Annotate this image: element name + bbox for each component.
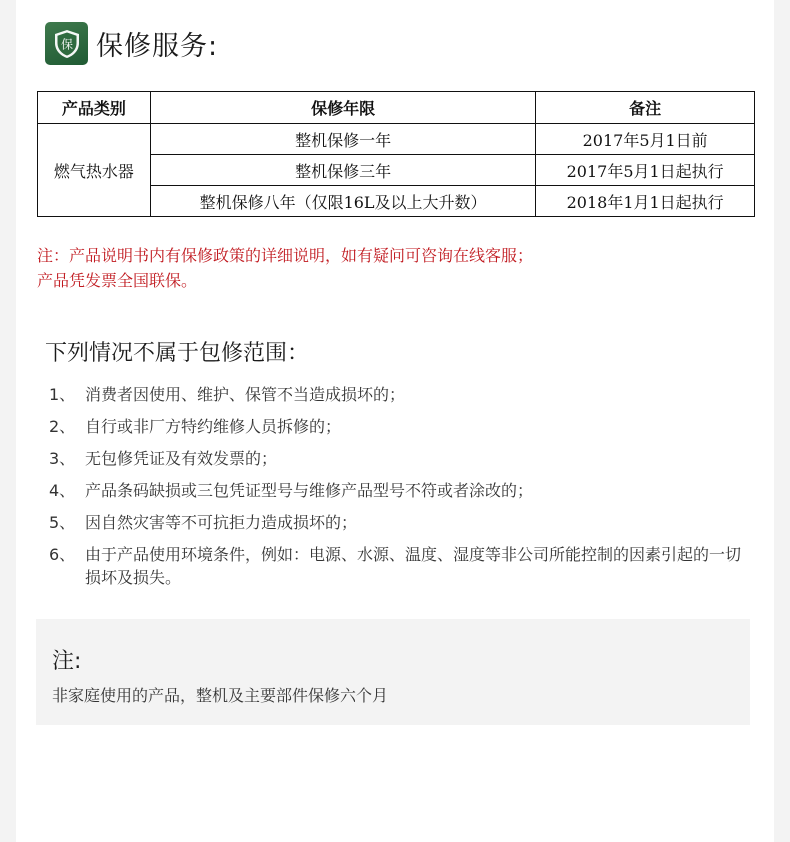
- warranty-table: [37, 91, 755, 217]
- exclusions-title: 下列情况不属于包修范围：: [45, 341, 310, 366]
- exclusions-list: [49, 381, 749, 589]
- note-title: 注:: [52, 649, 82, 674]
- list-item: [49, 381, 749, 413]
- section-header: [45, 22, 218, 65]
- list-item: [49, 509, 749, 541]
- table-row: [38, 124, 755, 155]
- list-item-text: 自行或非厂方特约维修人员拆修的；: [85, 417, 342, 436]
- period-cell: 整机保修三年: [150, 155, 535, 186]
- list-item: [49, 541, 749, 589]
- list-item-text: 由于产品使用环境条件，例如：电源、水源、温度、湿度等非公司所能控制的因素引起的一切损坏及损失。: [85, 545, 742, 587]
- column-header-category: 产品类别: [38, 92, 151, 124]
- red-note-line: 产品凭发票全国联保。: [37, 271, 198, 290]
- remark-cell: 2018年1月1日起执行: [536, 186, 755, 217]
- list-item-text: 因自然灾害等不可抗拒力造成损坏的；: [85, 513, 358, 532]
- category-cell: 燃气热水器: [38, 124, 151, 217]
- remark-cell: 2017年5月1日前: [536, 124, 755, 155]
- red-note: [37, 243, 757, 293]
- list-item-number: 2、: [49, 417, 76, 436]
- column-header-remark: 备注: [536, 92, 755, 124]
- table-header-row: [38, 92, 755, 124]
- list-item: [49, 477, 749, 509]
- remark-cell: 2017年5月1日起执行: [536, 155, 755, 186]
- page-title: 保修服务:: [96, 31, 219, 62]
- red-note-line: 注：产品说明书内有保修政策的详细说明，如有疑问可咨询在线客服；: [37, 246, 534, 265]
- list-item: [49, 413, 749, 445]
- list-item-text: 产品条码缺损或三包凭证型号与维修产品型号不符或者涂改的；: [85, 481, 534, 500]
- warranty-shield-icon: [45, 22, 88, 65]
- list-item-text: 消费者因使用、维护、保管不当造成损坏的；: [85, 385, 406, 404]
- list-item-number: 5、: [49, 513, 76, 532]
- note-text: 非家庭使用的产品，整机及主要部件保修六个月: [52, 686, 389, 705]
- list-item-number: 6、: [49, 545, 76, 564]
- note-box: [36, 619, 750, 725]
- shield-icon-char: 保: [60, 37, 73, 51]
- column-header-period: 保修年限: [150, 92, 535, 124]
- list-item-text: 无包修凭证及有效发票的；: [85, 449, 278, 468]
- list-item-number: 4、: [49, 481, 76, 500]
- shield-icon: [52, 28, 82, 60]
- period-cell: 整机保修一年: [150, 124, 535, 155]
- list-item-number: 1、: [49, 385, 76, 404]
- list-item: [49, 445, 749, 477]
- list-item-number: 3、: [49, 449, 76, 468]
- page: [16, 0, 774, 842]
- period-cell: 整机保修八年（仅限16L及以上大升数）: [150, 186, 535, 217]
